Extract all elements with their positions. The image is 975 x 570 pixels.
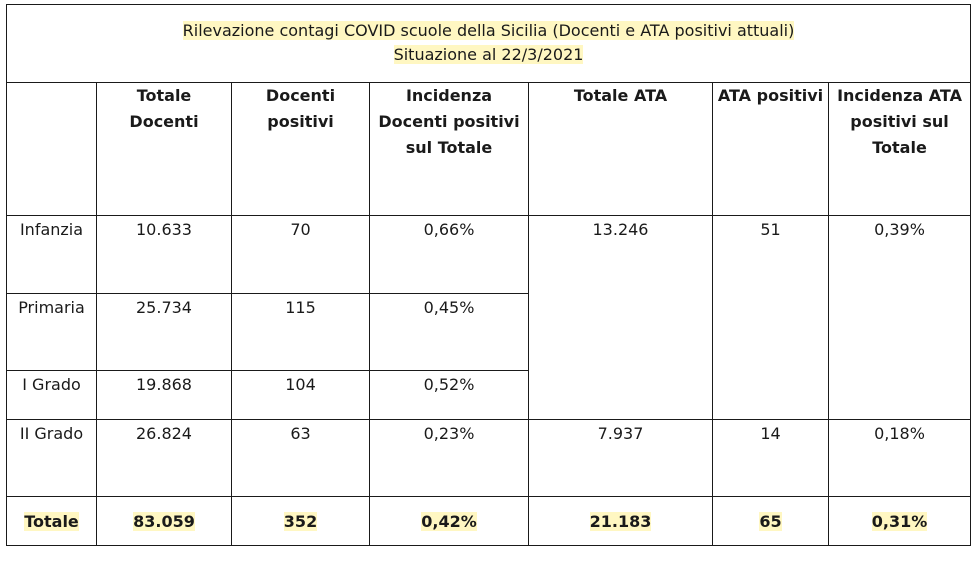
total-incidenza-ata: 0,31%	[871, 511, 928, 531]
cell-totale-ata-grouped: 13.246	[529, 215, 713, 419]
header-incidenza-docenti: Incidenza Docenti positivi sul Totale	[370, 82, 529, 215]
covid-table	[6, 4, 971, 546]
title-line-2: Situazione al 22/3/2021	[393, 45, 584, 65]
cell-incidenza-docenti: 0,66%	[370, 215, 529, 293]
total-ata-positivi: 65	[759, 511, 782, 531]
cell-incidenza-docenti: 0,45%	[370, 293, 529, 371]
cell-totale-docenti: 19.868	[97, 371, 232, 419]
cell-totale-docenti: 26.824	[97, 419, 232, 497]
header-ata-positivi: ATA positivi	[713, 82, 829, 215]
cell-totale-ata: 7.937	[529, 419, 713, 497]
total-label: Totale	[24, 511, 79, 531]
header-docenti-positivi: Docenti positivi	[232, 82, 370, 215]
table-title	[7, 5, 971, 83]
cell-incidenza-ata-grouped: 0,39%	[829, 215, 971, 419]
table-row	[7, 215, 971, 293]
row-label: Primaria	[7, 293, 97, 371]
cell-incidenza-docenti: 0,52%	[370, 371, 529, 419]
table-row	[7, 419, 971, 497]
cell-totale-docenti: 25.734	[97, 293, 232, 371]
cell-ata-positivi-grouped: 51	[713, 215, 829, 419]
row-label: II Grado	[7, 419, 97, 497]
header-incidenza-ata: Incidenza ATA positivi sul Totale	[829, 82, 971, 215]
cell-incidenza-docenti: 0,23%	[370, 419, 529, 497]
total-totale-docenti: 83.059	[133, 511, 195, 531]
title-line-1: Rilevazione contagi COVID scuole della Sicilia (Docenti e ATA positivi attuali)	[182, 21, 795, 41]
cell-incidenza-ata: 0,18%	[829, 419, 971, 497]
header-totale-docenti: Totale Docenti	[97, 82, 232, 215]
cell-docenti-positivi: 115	[232, 293, 370, 371]
total-row	[7, 497, 971, 546]
header-empty	[7, 82, 97, 215]
cell-docenti-positivi: 70	[232, 215, 370, 293]
total-docenti-positivi: 352	[283, 511, 318, 531]
row-label: I Grado	[7, 371, 97, 419]
row-label: Infanzia	[7, 215, 97, 293]
cell-docenti-positivi: 104	[232, 371, 370, 419]
cell-ata-positivi: 14	[713, 419, 829, 497]
header-totale-ata: Totale ATA	[529, 82, 713, 215]
cell-totale-docenti: 10.633	[97, 215, 232, 293]
cell-docenti-positivi: 63	[232, 419, 370, 497]
total-incidenza-docenti: 0,42%	[421, 511, 477, 531]
total-totale-ata: 21.183	[589, 511, 652, 531]
